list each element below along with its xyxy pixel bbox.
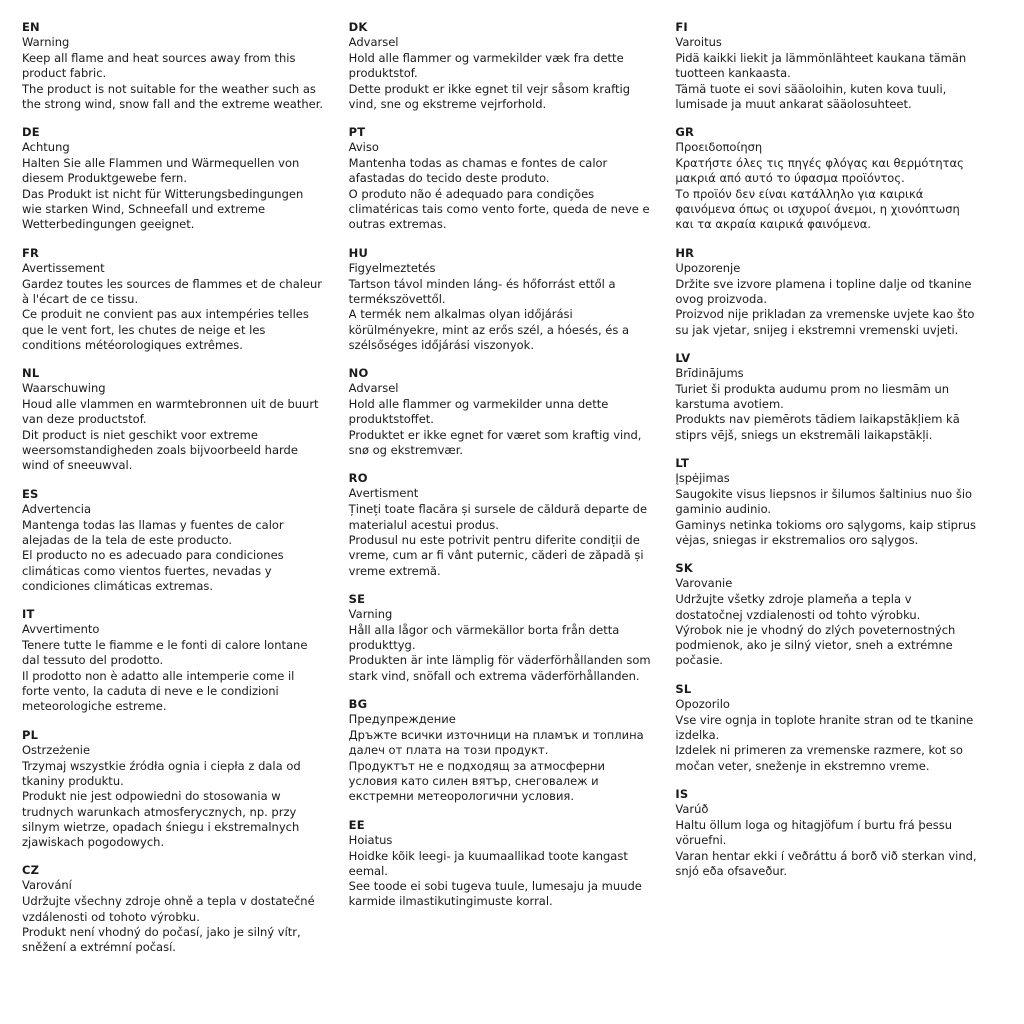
warning-heading: Hoiatus [348,832,393,847]
language-block-en [22,20,325,112]
language-code: BG [348,697,368,712]
warning-paragraph: Hoidke kõik leegi- ja kuumaallikad toote kangast eemal. [348,848,628,878]
warning-paragraph: Keep all flame and heat sources away from this product fabric. [22,51,296,81]
language-column-2 [349,20,676,1014]
warning-paragraph: Dette produkt er ikke egnet til vejr såsom kraftig vind, sne og ekstreme vejrforhold. [348,81,630,111]
language-block-se [349,592,652,684]
warning-paragraph: Houd alle vlammen en warmtebronnen uit de buurt van deze productstof. [22,397,319,427]
warning-paragraph: Držite sve izvore plamena i topline dalje od tkanine ovog proizvoda. [675,276,972,306]
warning-paragraph: Produkt nie jest odpowiedni do stosowania w trudnych warunkach atmosferycznych, np. przy silnym wietrze, opadach śniegu i ekstremalnych zjawiskach pogodowych. [22,789,300,850]
language-code: SK [675,561,693,576]
warning-heading: Varoitus [675,35,722,49]
warning-paragraph: Hold alle flammer og varmekilder væk fra dette produktstof. [348,51,624,81]
language-block-pt [349,125,652,232]
language-block-pl [22,728,325,851]
language-block-no [349,366,652,458]
language-code: PT [348,125,366,140]
warning-heading: Предупреждение [348,712,456,727]
language-code: DK [348,20,368,34]
language-code: HR [675,245,695,260]
warning-heading: Advarsel [348,381,399,396]
warning-heading: Warning [22,35,70,49]
warning-heading: Avertisment [348,486,419,501]
language-code: PL [22,727,39,742]
warning-heading: Varovanie [675,576,733,591]
warning-paragraph: Mantenga todas las llamas y fuentes de calor alejadas de la tela de este producto. [22,517,284,547]
language-block-it [22,607,325,714]
warning-paragraph: A termék nem alkalmas olyan időjárási körülményekre, mint az erős szél, a hóesés, és a szélsőséges időjárási viszonyok. [348,307,630,352]
language-code: ES [22,486,39,501]
warning-paragraph: Vse vire ognja in toplote hranite stran od te tkanine izdelka. [675,712,974,743]
warning-heading: Ostrzeżenie [22,742,91,757]
language-block-lt [675,456,978,548]
warning-paragraph: Produkten är inte lämplig för väderförhållanden som stark vind, snöfall och extrema väderförhållanden. [348,653,651,683]
language-code: NO [348,366,369,381]
warning-heading: Varúð [675,801,709,816]
warning-paragraph: Gaminys netinka tokioms oro sąlygoms, kaip stiprus vėjas, sniegas ir ekstremalios oro sąlygos. [675,517,976,547]
warning-heading: Įspėjimas [675,471,730,486]
language-block-bg [349,697,652,804]
language-code: DE [22,125,40,140]
language-code: LV [675,350,691,365]
language-block-cz [22,863,325,955]
language-code: IT [22,607,35,622]
warning-paragraph: Tartson távol minden láng- és hőforrást ettől a termékszövettől. [348,276,616,306]
warning-paragraph: Turiet ši produkta audumu prom no liesmām un karstuma avotiem. [675,381,950,412]
warning-heading: Aviso [348,140,379,155]
warning-heading: Achtung [22,140,70,155]
warning-paragraph: Håll alla lågor och värmekällor borta från detta produkttyg. [348,622,620,653]
language-column-1 [22,20,349,1014]
warning-heading: Opozorilo [675,696,730,711]
warning-heading: Προειδοποίηση [675,140,763,155]
language-block-hu [349,246,652,353]
warning-paragraph: See toode ei sobi tugeva tuule, lumesaju ja muude karmide ilmastikutingimuste korral. [348,879,642,909]
warning-paragraph: Il prodotto non è adatto alle intemperie come il forte vento, la caduta di neve e le condizioni meteorologiche estreme. [22,668,295,714]
warning-paragraph: The product is not suitable for the weather such as the strong wind, snow fall and the extreme weather. [22,81,324,111]
language-code: FI [675,20,688,34]
warning-heading: Avvertimento [22,622,100,637]
warning-paragraph: Продуктът не е подходящ за атмосферни условия като силен вятър, снеговалеж и екстремни метеорологични условия. [348,758,606,804]
language-block-fr [22,246,325,353]
warning-paragraph: Tämä tuote ei sovi sääoloihin, kuten kova tuuli, lumisade ja muut ankarat sääolosuhteet. [675,81,947,111]
language-column-3 [675,20,1002,1014]
language-block-sk [675,561,978,668]
language-code: HU [348,245,369,260]
language-block-nl [22,366,325,473]
warning-paragraph: Saugokite visus liepsnos ir šilumos šaltinius nuo šio gaminio audinio. [675,487,973,517]
warning-heading: Upozorenje [675,260,741,275]
warning-paragraph: Pidä kaikki liekit ja lämmönlähteet kaukana tämän tuotteen kankaasta. [675,51,967,81]
language-code: EN [22,20,40,34]
warning-paragraph: Udržujte všetky zdroje plameňa a tepla v dostatočnej vzdialenosti od tohto výrobku. [675,592,921,622]
warning-paragraph: Gardez toutes les sources de flammes et de chaleur à l'écart de ce tissu. [22,276,323,306]
warning-heading: Waarschuwing [22,381,106,396]
warning-paragraph: Дръжте всички източници на пламък и топлина далеч от плата на този продукт. [348,728,644,758]
warning-paragraph: Tenere tutte le fiamme e le fonti di calore lontane dal tessuto del prodotto. [22,638,308,668]
warning-paragraph: Izdelek ni primeren za vremenske razmere, kot so močan veter, sneženje in ekstremno vreme. [675,743,963,773]
warning-heading: Figyelmeztetés [348,260,436,275]
language-code: CZ [22,863,40,878]
warning-paragraph: Varan hentar ekki í veðráttu á borð við sterkan vind, snjó eða ofsaveður. [675,848,977,878]
warning-paragraph: Halten Sie alle Flammen und Wärmequellen von diesem Produktgewebe fern. [22,156,300,186]
warning-paragraph: Das Produkt ist nicht für Witterungsbedingungen wie starken Wind, Schneefall und extreme Wetterbedingungen geeignet. [22,186,304,232]
warning-paragraph: Ce produit ne convient pas aux intempéries telles que le vent fort, les chutes de neige et les conditions météorologiques extrêmes. [22,307,309,352]
warning-paragraph: Dit product is niet geschikt voor extreme weersomstandigheden zoals bijvoorbeeld harde wind of sneeuwval. [22,427,298,473]
language-code: SL [675,681,692,696]
language-block-is [675,787,978,879]
language-block-sl [675,682,978,774]
language-code: EE [348,817,365,832]
language-code: RO [348,471,368,486]
warning-paragraph: Produkt není vhodný do počasí, jako je silný vítr, sněžení a extrémní počasí. [22,924,301,955]
warning-heading: Varning [348,606,393,621]
warning-paragraph: Hold alle flammer og varmekilder unna dette produktstoffet. [348,397,609,427]
warning-paragraph: Produsul nu este potrivit pentru diferite condiții de vreme, cum ar fi vânt puternic, căderi de zăpadă și vreme extremă. [348,532,644,578]
language-block-es [22,487,325,594]
warning-heading: Advertencia [22,501,92,516]
warning-heading: Avertissement [22,260,105,275]
language-block-ee [349,818,652,910]
language-block-hr [675,246,978,338]
warning-paragraph: Το προϊόν δεν είναι κατάλληλο για καιρικά φαινόμενα όπως οι ισχυροί άνεμοι, η χιονόπτωση και τα ακραία καιρικά φαινόμενα. [675,186,960,232]
language-block-ro [349,471,652,578]
warning-paragraph: Proizvod nije prikladan za vremenske uvjete kao što su jak vjetar, snijeg i ekstremni vremenski uvjeti. [675,307,975,337]
warning-heading: Varování [22,878,72,893]
warning-paragraph: Mantenha todas as chamas e fontes de calor afastadas do tecido deste produto. [348,156,608,186]
warning-heading: Advarsel [348,35,399,49]
warning-paragraph: El producto no es adecuado para condiciones climáticas como vientos fuertes, nevadas y condiciones climáticas extremas. [22,548,284,593]
language-code: IS [675,786,689,801]
warning-paragraph: Țineți toate flacăra și sursele de căldură departe de materialul acestui produs. [348,502,648,532]
warning-paragraph: O produto não é adequado para condições climatéricas tais como vento forte, queda de neve e outras extremas. [348,186,650,232]
language-block-de [22,125,325,232]
language-block-dk [349,20,652,112]
language-block-lv [675,351,978,443]
warning-paragraph: Produkts nav piemērots tādiem laikapstākļiem kā stiprs vējš, sniegs un ekstremāli laikapstākļi. [675,412,960,442]
language-code: SE [348,591,366,606]
warning-paragraph: Κρατήστε όλες τις πηγές φλόγας και θερμότητας μακριά από αυτό το ύφασμα προϊόντος. [675,156,964,186]
language-code: FR [22,245,40,260]
language-block-fi [675,20,978,112]
warning-heading: Brīdinājums [675,365,744,380]
warning-paragraph: Produktet er ikke egnet for været som kraftig vind, snø og ekstremvær. [348,427,642,458]
warning-paragraph: Výrobok nie je vhodný do zlých poveternostných podmienok, ako je silný vietor, sneh a extrémne počasie. [675,622,956,668]
language-code: GR [675,125,695,140]
language-code: NL [22,366,40,381]
language-block-gr [675,125,978,232]
warning-paragraph: Trzymaj wszystkie źródła ognia i ciepła z dala od tkaniny produktu. [22,758,301,788]
warning-paragraph: Haltu öllum loga og hitagjöfum í burtu frá þessu vöruefni. [675,817,952,848]
warning-paragraph: Udržujte všechny zdroje ohně a tepla v dostatečné vzdálenosti od tohoto výrobku. [22,894,315,924]
language-code: LT [675,456,690,471]
